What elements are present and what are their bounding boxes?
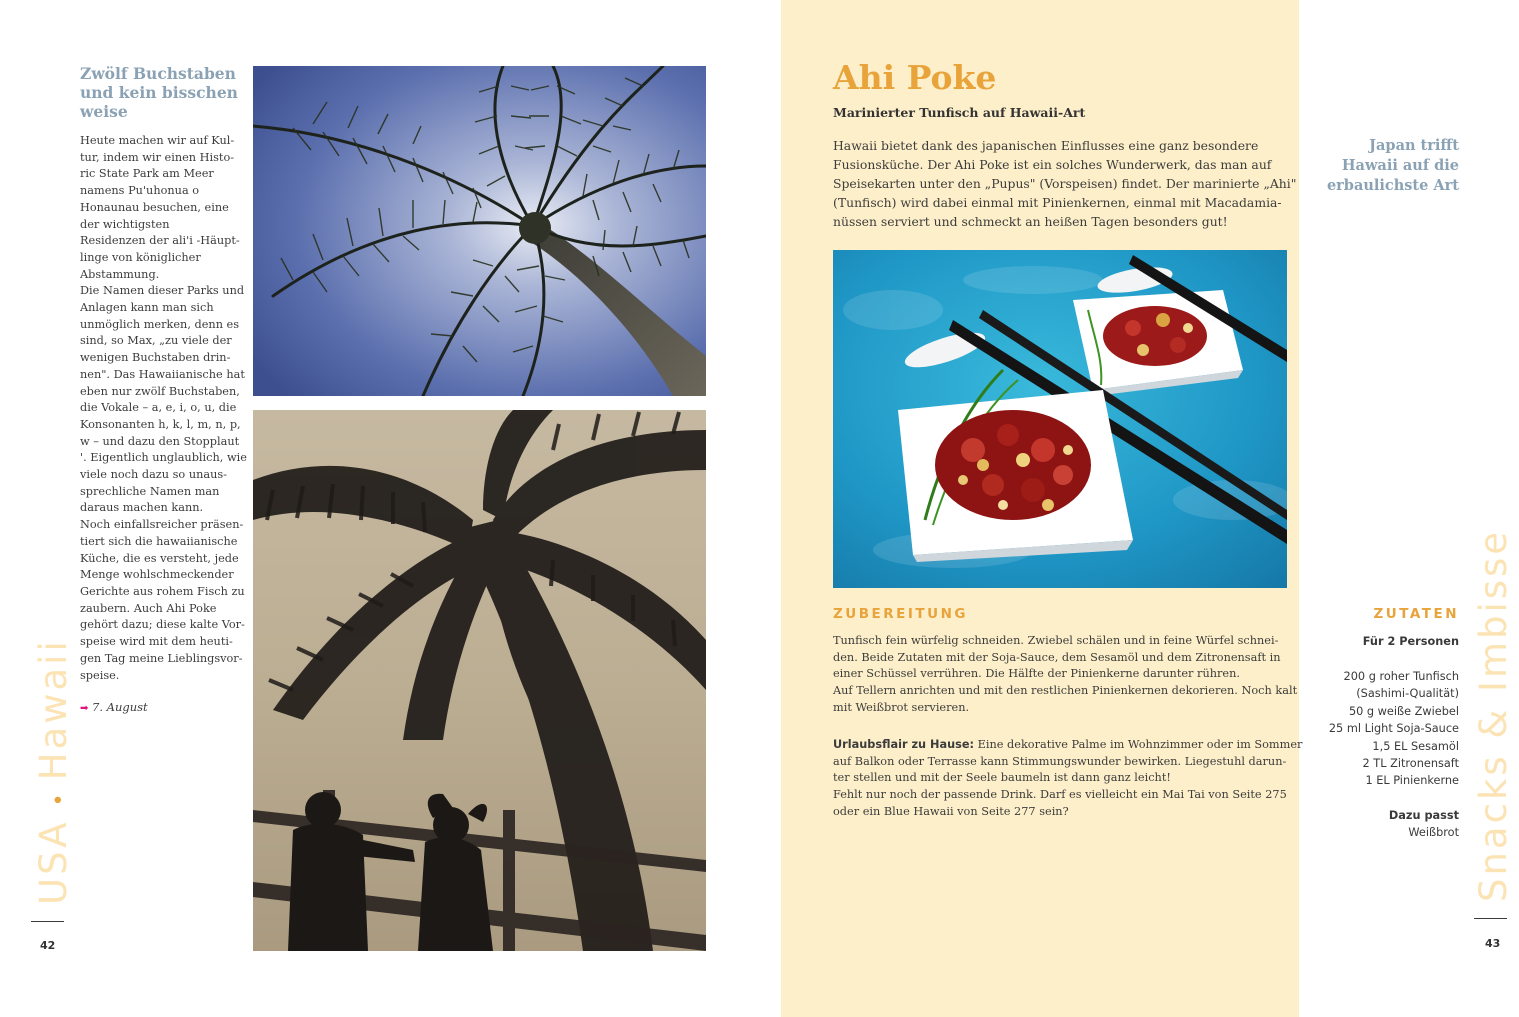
article-body-line: Abstammung. [80,267,160,281]
article-heading: Zwölf Buchstaben und kein bisschen weise [80,64,238,121]
servings: Für 2 Personen [1362,635,1459,648]
serve-with: Weißbrot [1408,826,1459,839]
article-body-line: unmöglich merken, denn es [80,317,240,331]
ahi-poke-photo [833,250,1287,588]
article-body-line: Küche, die es versteht, jede [80,551,239,565]
tip-line [833,737,1303,754]
article-body-line: Konsonanten h, k, l, m, n, p, [80,417,241,431]
recipe-intro [833,136,1297,231]
intro-line: Hawaii bietet dank des japanischen Einflusses eine ganz besondere [833,138,1259,153]
tip-line [833,804,1293,821]
ingredient-item: 1,5 EL Sesamöl [1372,739,1459,753]
side-quote-line: Hawaii auf die [1341,157,1459,174]
category-sidebar: Snacks & Imbisse [1472,528,1515,902]
tip-line-text: oder ein Blue Hawaii von Seite 277 sein? [833,804,1069,818]
date-link[interactable]: 7. August [92,700,148,714]
preparation-line: den. Beide Zutaten mit der Soja-Sauce, dem Sesamöl und dem Zitronensaft in [833,650,1281,664]
article-body-line: w – und dazu den Stopplaut [80,434,240,448]
article-body-line: sind, so Max, „zu viele der [80,334,232,348]
preparation-heading: ZUBEREITUNG [833,606,968,622]
intro-line: Fusionsküche. Der Ahi Poke ist ein solches Wunderwerk, das man auf [833,157,1272,172]
article-body-line: die Vokale – a, e, i, o, u, die [80,401,237,415]
article-body-line: speise wird mit dem heuti- [80,635,233,649]
side-quote [1310,136,1459,196]
article-body-line: nen". Das Hawaiianische hat [80,367,245,381]
tip-line-text: ter stellen und mit der Seele baumeln ist dann ganz leicht! [833,771,1171,785]
article-body-line: tiert sich die hawaiianische [80,534,238,548]
article-body-line: Residenzen der ali'i -Häupt- [80,234,240,248]
side-quote-line: erbaulichste Art [1326,177,1459,194]
palm-tree-photo [253,66,706,396]
page-rule-left [31,921,64,922]
tip-line-text: Fehlt nur noch der passende Drink. Darf es vielleicht ein Mai Tai von Seite 275 [833,788,1287,802]
preparation-line: Tunfisch fein würfelig schneiden. Zwiebel schälen und in feine Würfel schnei- [833,634,1279,647]
chapter-sidebar [32,638,75,905]
ingredient-item: 200 g roher Tunfisch [1343,670,1459,683]
ingredient-item: 25 ml Light Soja-Sauce [1328,722,1459,736]
palm-shadow-illustration [253,410,706,951]
intro-line: Speisekarten unter den „Pupus" (Vorspeisen) findet. Der marinierte „Ahi" [833,176,1297,191]
tip-label: Urlaubsflair zu Hause: [833,738,975,751]
tip-line [833,770,1293,787]
article-body-line: wenigen Buchstaben drin- [80,351,231,365]
side-quote-line: Japan trifft [1369,137,1459,154]
preparation-text [833,633,1298,717]
palm-shadow-photo [253,410,706,951]
preparation-line: einer Schüssel verrühren. Die Hälfte der Pinienkerne darunter rühren. [833,667,1240,681]
recipe-title: Ahi Poke [833,58,997,97]
article-body-line: Heute machen wir auf Kul- [80,134,235,147]
intro-line: (Tunfisch) wird dabei einmal mit Pinienkernen, einmal mit Macadamia- [833,195,1282,210]
recipe-subtitle: Marinierter Tunfisch auf Hawaii-Art [833,105,1086,120]
serve-with-label: Dazu passt [1388,809,1459,822]
sidebar-region: Hawaii [32,638,75,781]
article-body-line: Menge wohlschmeckender [80,568,234,582]
article-body-line: namens Pu'uhonua o [80,184,200,198]
article-body-line: speise. [80,668,120,682]
article-body-line: viele noch dazu so unaus- [80,468,227,482]
article-body-line: zaubern. Auch Ahi Poke [80,601,217,615]
page-rule-right [1474,918,1507,919]
article-body-line: sprechliche Namen man [80,484,220,498]
article-body-line: daraus machen kann. [80,501,204,515]
tip-line [833,754,1293,771]
ingredients-heading: ZUTATEN [1373,606,1459,622]
article-body-line: ric State Park am Meer [80,167,214,181]
ingredient-item: 1 EL Pinienkerne [1365,774,1459,788]
preparation-line: mit Weißbrot servieren. [833,700,970,714]
date-reference[interactable] [80,700,148,714]
ahi-poke-illustration [833,250,1287,588]
tip-line-text: Eine dekorative Palme im Wohnzimmer oder im Sommer [974,738,1303,751]
arrow-right-icon: ➡ [80,703,89,714]
ingredients-list [1300,668,1459,790]
article-body-line: '. Eigentlich unglaublich, wie [80,451,247,465]
preparation-line: Auf Tellern anrichten und mit den restlichen Pinienkernen dekorieren. Noch kalt [833,684,1298,698]
sidebar-country: USA [32,819,75,905]
tip-text [833,737,1303,821]
article-body-line: Noch einfallsreicher präsen- [80,518,244,532]
ingredient-item: (Sashimi-Qualität) [1356,687,1459,701]
tip-line-text: auf Balkon oder Terrasse kann Stimmungswunder bewirken. Liegestuhl darun- [833,754,1287,768]
article-body [80,133,250,684]
article-body-line: tur, indem wir einen Histo- [80,150,235,164]
article-body-line: Anlagen kann man sich [80,301,214,315]
article-body-line: Gerichte aus rohem Fisch zu [80,584,245,598]
article-body-line: der wichtigsten [80,217,170,231]
article-body-line: eben nur zwölf Buchstaben, [80,384,240,398]
palm-tree-illustration [253,66,706,396]
article-body-line: Die Namen dieser Parks und [80,284,245,298]
page-number-right: 43 [1485,937,1501,950]
ingredient-item: 50 g weiße Zwiebel [1348,704,1459,718]
intro-line: nüssen serviert und schmeckt an heißen Tagen besonders gut! [833,214,1228,229]
sidebar-dot: • [47,793,72,807]
article-body-line: gen Tag meine Lieblingsvor- [80,651,243,665]
ingredient-item: 2 TL Zitronensaft [1362,757,1459,771]
article-body-line: linge von königlicher [80,250,201,264]
tip-line [833,787,1293,804]
page-number-left: 42 [40,939,56,952]
article-body-line: Honaunau besuchen, eine [80,200,229,214]
article-body-line: gehört dazu; diese kalte Vor- [80,618,245,632]
